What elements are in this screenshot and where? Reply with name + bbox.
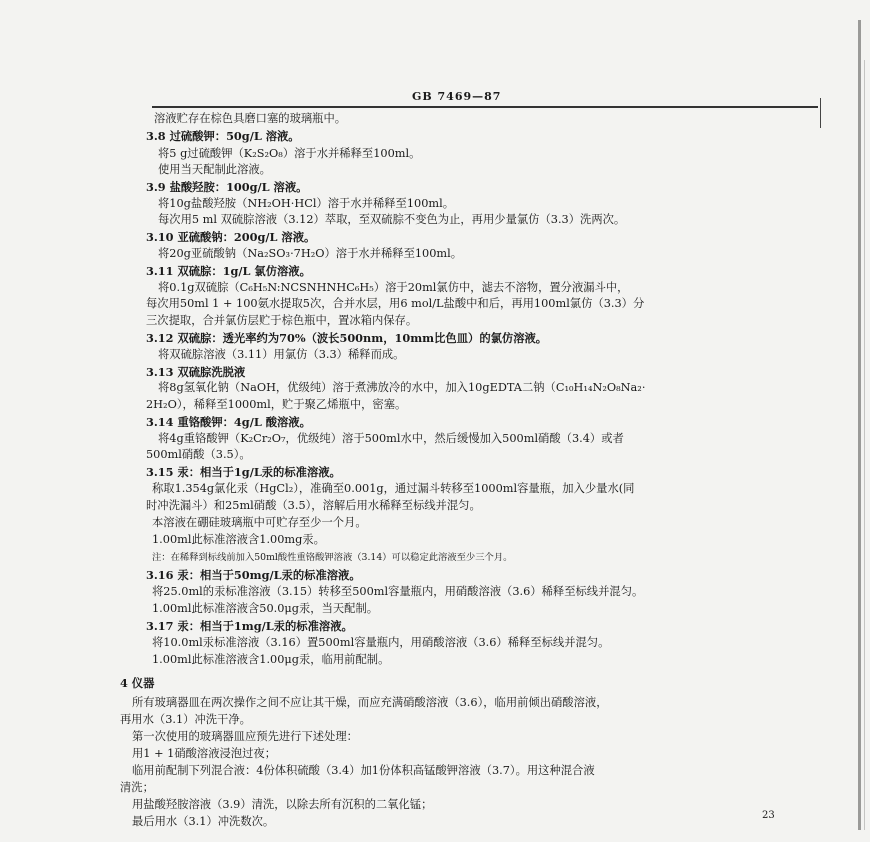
section-heading: 3.12 双硫腙：透光率约为70%（波长500nm，10mm比色皿）的氯仿溶液。 [146,331,548,345]
text-line: 将0.1g双硫腙（C₆H₅N:NCSNHNHC₆H₅）溶于20ml氯仿中，滤去不溶物，置分液漏斗中， [158,281,629,294]
section-heading: 3.15 汞：相当于1g/L汞的标准溶液。 [146,465,341,479]
text-line: 将双硫腙溶液（3.11）用氯仿（3.3）稀释而成。 [158,348,405,361]
text-line: 第一次使用的玻璃器皿应预先进行下述处理： [132,730,358,743]
text-line: 每次用50ml 1 + 100氨水提取5次，合并水层，用6 mol/L盐酸中和后，再用100ml氯仿（3.3）分 [146,297,645,310]
text-line: 2H₂O），稀释至1000ml，贮于聚乙烯瓶中，密塞。 [146,398,407,411]
text-line: 1.00ml此标准溶液含50.0μg汞，当天配制。 [152,602,379,615]
section-heading: 3.10 亚硫酸钠：200g/L 溶液。 [146,230,316,244]
text-line: 500ml硝酸（3.5）。 [146,448,251,461]
text-line: 1.00ml此标准溶液含1.00mg汞。 [152,533,325,546]
text-line: 再用水（3.1）冲洗干净。 [120,713,251,726]
text-line: 本溶液在硼硅玻璃瓶中可贮存至少一个月。 [152,516,367,529]
text-line: 清洗； [120,781,154,794]
text-line: 溶液贮存在棕色具磨口塞的玻璃瓶中。 [154,112,347,125]
section-heading: 3.14 重铬酸钾：4g/L 酸溶液。 [146,415,311,429]
text-line: 将10g盐酸羟胺（NH₂OH·HCl）溶于水并稀释至100ml。 [158,197,455,210]
text-line: 1.00ml此标准溶液含1.00μg汞，临用前配制。 [152,653,390,666]
text-line: 每次用5 ml 双硫腙溶液（3.12）萃取，至双硫腙不变色为止，再用少量氯仿（3.3）洗两次。 [158,213,626,226]
section-heading: 3.16 汞：相当于50mg/L汞的标准溶液。 [146,568,361,582]
section-heading: 3.8 过硫酸钾：50g/L 溶液。 [146,129,300,143]
text-line: 所有玻璃器皿在两次操作之间不应让其干燥，而应充满硝酸溶液（3.6），临用前倾出硝酸溶液， [132,696,608,709]
text-line: 用盐酸羟胺溶液（3.9）清洗，以除去所有沉积的二氧化锰； [132,798,433,811]
page-edge-line [864,60,865,830]
text-line: 将20g亚硫酸钠（Na₂SO₃·7H₂O）溶于水并稀释至100ml。 [158,247,463,260]
section-heading: 3.11 双硫腙：1g/L 氯仿溶液。 [146,264,311,278]
note-line: 注：在稀释到标线前加入50ml酸性重铬酸钾溶液（3.14）可以稳定此溶液至少三个月。 [152,552,513,563]
page-number: 23 [762,810,775,821]
text-line: 将8g氢氧化钠（NaOH，优级纯）溶于煮沸放冷的水中，加入10gEDTA二钠（C₁₀H₁₄N₂O₈Na₂· [158,381,646,394]
text-line: 将25.0ml的汞标准溶液（3.15）转移至500ml容量瓶内，用硝酸溶液（3.6）稀释至标线并混匀。 [152,585,644,598]
header-rule [152,106,818,108]
page-edge-shadow [858,20,861,830]
text-line: 将5 g过硫酸钾（K₂S₂O₈）溶于水并稀释至100ml。 [158,147,421,160]
text-line: 将4g重铬酸钾（K₂Cr₂O₇，优级纯）溶于500ml水中，然后缓慢加入500ml硝酸（3.4）或者 [158,432,624,445]
text-line: 称取1.354g氯化汞（HgCl₂），准确至0.001g，通过漏斗转移至1000ml容量瓶，加入少量水(同 [152,482,635,495]
section-heading: 3.9 盐酸羟胺：100g/L 溶液。 [146,180,308,194]
text-line: 时冲洗漏斗）和25ml硝酸（3.5），溶解后用水稀释至标线并混匀。 [146,499,481,512]
section-heading: 4 仪器 [120,676,155,690]
section-heading: 3.13 双硫腙洗脱液 [146,365,246,379]
text-line: 临用前配制下列混合液：4份体积硫酸（3.4）加1份体积高锰酸钾溶液（3.7）。用这种混合液 [132,764,595,777]
standard-header: GB 7469—87 [412,90,502,103]
text-line: 最后用水（3.1）冲洗数次。 [132,815,275,828]
header-rule-tick [820,98,821,128]
text-line: 将10.0ml汞标准溶液（3.16）置500ml容量瓶内，用硝酸溶液（3.6）稀释至标线并混匀。 [152,636,610,649]
text-line: 用1 + 1硝酸溶液浸泡过夜； [132,747,276,760]
text-line: 使用当天配制此溶液。 [158,163,271,176]
text-line: 三次提取，合并氯仿层贮于棕色瓶中，置冰箱内保存。 [146,314,418,327]
section-heading: 3.17 汞：相当于1mg/L汞的标准溶液。 [146,619,353,633]
